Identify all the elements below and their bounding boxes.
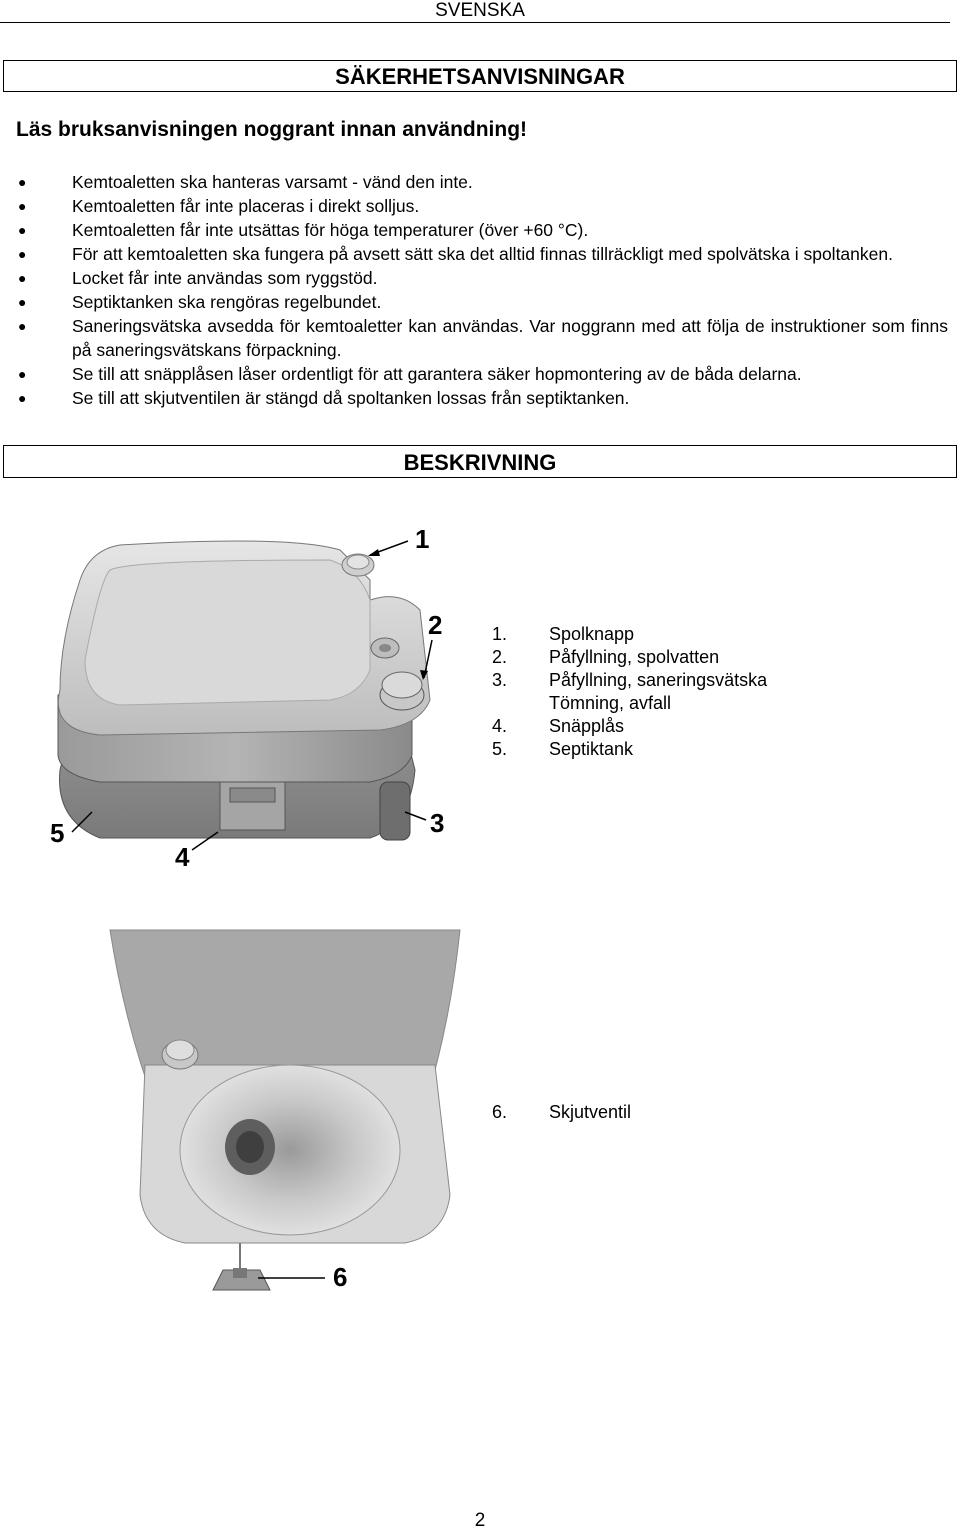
- list-item: ● Kemtoaletten får inte placeras i direkt solljus.: [18, 196, 420, 216]
- legend-row: Tömning, avfall: [549, 693, 672, 713]
- page-number: 2: [474, 1510, 486, 1531]
- bullet-icon: ●: [18, 390, 27, 406]
- legend-row: 6. Skjutventil: [492, 1102, 632, 1122]
- bullet-icon: ●: [18, 294, 27, 310]
- legend-row: 2. Påfyllning, spolvatten: [492, 647, 720, 667]
- bullet-icon: ●: [18, 174, 27, 190]
- safety-intro: Läs bruksanvisningen noggrant innan användning!: [16, 118, 528, 141]
- parts-legend: [492, 623, 767, 761]
- bullet-icon: ●: [18, 246, 27, 262]
- list-item: ● Locket får inte användas som ryggstöd.: [18, 268, 378, 288]
- legend-row: 1. Spolknapp: [492, 624, 635, 644]
- list-item: ● Saneringsvätska avsedda för kemtoaletter kan användas. Var noggrann med att följa de instruktioner som finns på saneringsvätskans förpackning.: [18, 316, 948, 360]
- callout-5: 5: [50, 818, 65, 848]
- bullet-icon: ●: [18, 366, 27, 382]
- parts-legend-2: [492, 1101, 631, 1124]
- callout-2: 2: [428, 610, 443, 640]
- bullet-icon: ●: [18, 198, 27, 214]
- list-item: ● Kemtoaletten får inte utsättas för höga temperaturer (över +60 °C).: [18, 220, 589, 240]
- list-item: ● Septiktanken ska rengöras regelbundet.: [18, 292, 382, 312]
- callout-3: 3: [430, 808, 445, 838]
- list-item: ● Kemtoaletten ska hanteras varsamt - vänd den inte.: [18, 172, 473, 192]
- callout-6: 6: [333, 1262, 348, 1292]
- safety-title: SÄKERHETSANVISNINGAR: [3, 60, 957, 92]
- callout-1: 1: [415, 524, 430, 554]
- legend-row: 4. Snäpplås: [492, 716, 625, 736]
- legend-row: 3. Påfyllning, saneringsvätska: [492, 670, 768, 690]
- legend-row: 5. Septiktank: [492, 739, 634, 759]
- callout-arrow-6: [0, 1240, 400, 1300]
- bullet-icon: ●: [18, 222, 27, 238]
- list-item: ● Se till att snäpplåsen låser ordentligt för att garantera säker hopmontering av de båda delarna.: [18, 364, 802, 384]
- header-language: SVENSKA: [435, 0, 525, 21]
- list-item: ● Se till att skjutventilen är stängd då spoltanken lossas från septiktanken.: [18, 388, 630, 408]
- callout-4: 4: [175, 842, 190, 872]
- list-item: ● För att kemtoaletten ska fungera på avsett sätt ska det alltid finnas tillräckligt med spolvätska i spoltanken.: [18, 244, 893, 264]
- bullet-icon: ●: [18, 318, 27, 334]
- description-title: BESKRIVNING: [3, 445, 957, 478]
- bullet-icon: ●: [18, 270, 27, 286]
